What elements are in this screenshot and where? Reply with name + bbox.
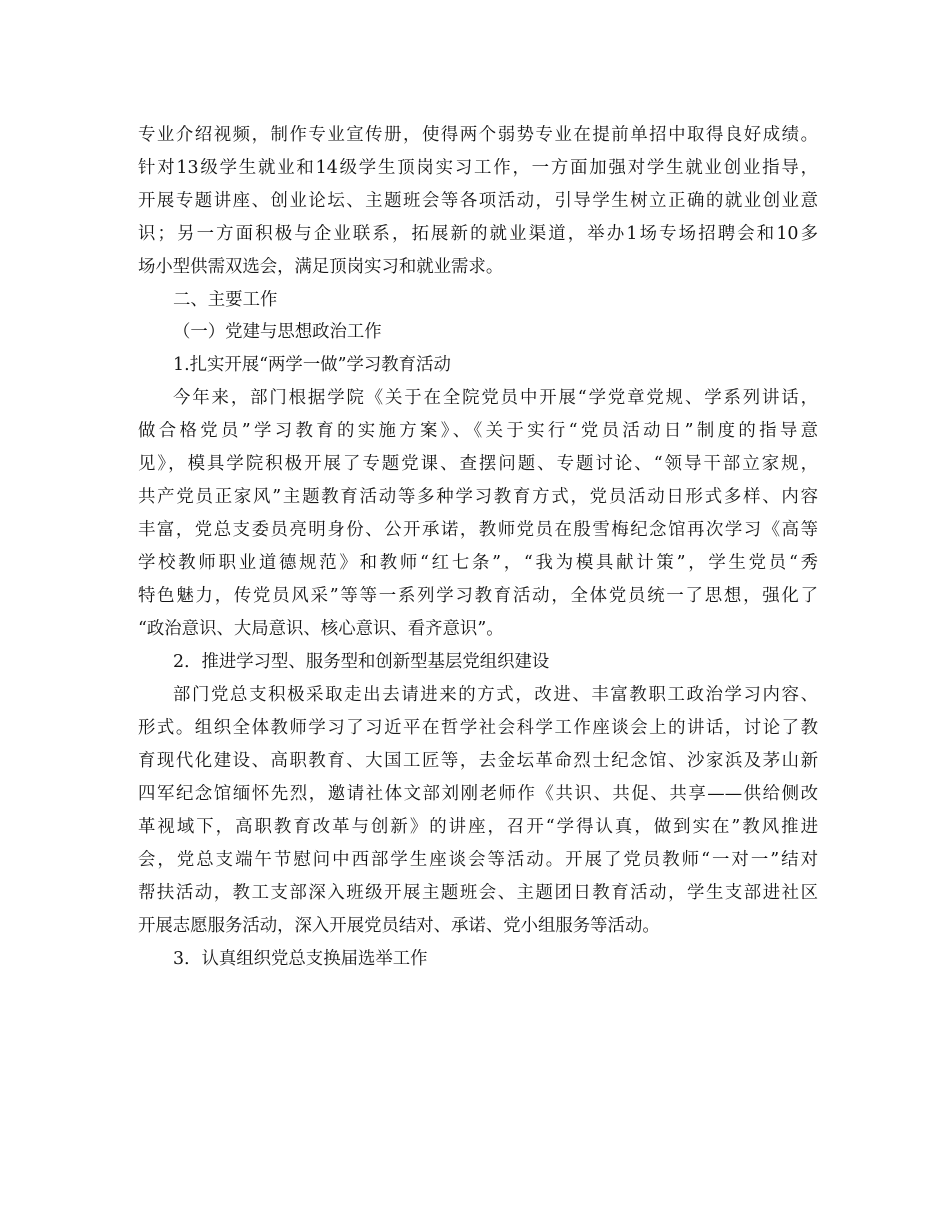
paragraph-first-line: 部门党总支积极采取走出去请进来的方式，改进、丰富教职工政治学习内容、 bbox=[173, 685, 818, 705]
body-text-line: 特色魅力，传党员风采”等等一系列学习教育活动，全体党员统一了思想，强化了 bbox=[138, 586, 818, 606]
body-text-line: 会，党总支端午节慰问中西部学生座谈会等活动。开展了党员教师“一对一”结对 bbox=[138, 850, 818, 870]
item-heading: 2．推进学习型、服务型和创新型基层党组织建设 bbox=[173, 652, 550, 672]
body-text-line: 丰富，党总支委员亮明身份、公开承诺，教师党员在殷雪梅纪念馆再次学习《高等 bbox=[138, 520, 818, 540]
body-text-line: 共产党员正家风”主题教育活动等多种学习教育方式，党员活动日形式多样、内容 bbox=[138, 487, 818, 507]
body-text-line: 形式。组织全体教师学习了习近平在哲学社会科学工作座谈会上的讲话，讨论了教 bbox=[138, 718, 818, 738]
body-text-line: 开展专题讲座、创业论坛、主题班会等各项活动，引导学生树立正确的就业创业意 bbox=[138, 191, 818, 211]
body-text-line: 见》，模具学院积极开展了专题党课、查摆问题、专题讨论、“领导干部立家规， bbox=[138, 454, 818, 474]
body-text-line: 革视域下，高职教育改革与创新》的讲座，召开“学得认真，做到实在”教风推进 bbox=[138, 817, 818, 837]
body-text-line: 专业介绍视频，制作专业宣传册，使得两个弱势专业在提前单招中取得良好成绩。 bbox=[138, 125, 818, 145]
body-text-line: 开展志愿服务活动，深入开展党员结对、承诺、党小组服务等活动。 bbox=[138, 916, 660, 936]
body-text-line: “政治意识、大局意识、核心意识、看齐意识”。 bbox=[138, 619, 504, 639]
body-text-line: 针对13级学生就业和14级学生顶岗实习工作，一方面加强对学生就业创业指导， bbox=[138, 158, 818, 178]
body-text-line: 场小型供需双选会，满足顶岗实习和就业需求。 bbox=[138, 257, 504, 277]
body-text-line: 四军纪念馆缅怀先烈，邀请社体文部刘刚老师作《共识、共促、共享——供给侧改 bbox=[138, 784, 818, 804]
section-heading: 二、主要工作 bbox=[173, 290, 278, 310]
item-heading: 3．认真组织党总支换届选举工作 bbox=[173, 949, 428, 969]
paragraph-first-line: 今年来，部门根据学院《关于在全院党员中开展“学党章党规、学系列讲话， bbox=[173, 388, 818, 408]
body-text-line: 学校教师职业道德规范》和教师“红七条”，“我为模具献计策”，学生党员“秀 bbox=[138, 553, 818, 573]
body-text-line: 育现代化建设、高职教育、大国工匠等，去金坛革命烈士纪念馆、沙家浜及茅山新 bbox=[138, 751, 818, 771]
body-text-line: 识；另一方面积极与企业联系，拓展新的就业渠道，举办1场专场招聘会和10多 bbox=[138, 224, 818, 244]
body-text-line: 帮扶活动，教工支部深入班级开展主题班会、主题团日教育活动，学生支部进社区 bbox=[138, 883, 818, 903]
subsection-heading: （一）党建与思想政治工作 bbox=[173, 322, 382, 342]
item-heading: 1.扎实开展“两学一做”学习教育活动 bbox=[173, 355, 451, 375]
body-text-line: 做合格党员”学习教育的实施方案》、《关于实行“党员活动日”制度的指导意 bbox=[138, 421, 818, 441]
